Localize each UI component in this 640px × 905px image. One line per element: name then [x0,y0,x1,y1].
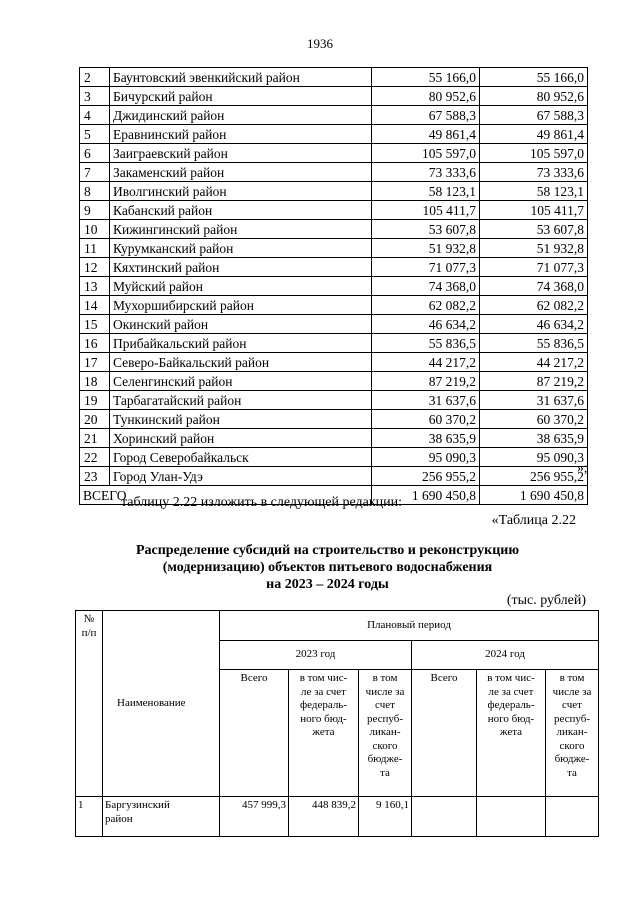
row-number: 22 [80,448,110,467]
row-name: Курумканский район [110,239,372,258]
row-number: 9 [80,201,110,220]
page-number: 1936 [307,36,333,51]
row-name: Прибайкальский район [110,334,372,353]
row-value-2: 49 861,4 [480,125,588,144]
row-value-1: 95 090,3 [372,448,480,467]
table-row [80,410,588,429]
row-value-1: 44 217,2 [372,353,480,372]
row-value-2: 95 090,3 [480,448,588,467]
heading-line-2: (модернизацию) объектов питьевого водоснабжения [162,560,493,575]
row-name: Джидинский район [110,106,372,125]
row-value-2: 46 634,2 [480,315,588,334]
table-heading [60,542,595,593]
row-name: Северо-Байкальский район [110,353,372,372]
row-name: Город Улан-Удэ [110,467,372,486]
row-value-1: 51 932,8 [372,239,480,258]
cell-total-2024 [412,797,477,837]
row-name: Хоринский район [110,429,372,448]
table-row [80,106,588,125]
table-row [80,144,588,163]
row-number: 11 [80,239,110,258]
row-name: Селенгинский район [110,372,372,391]
cell-total-2023: 457 999,3 [220,797,289,837]
row-name: Город Северобайкальск [110,448,372,467]
table-row [80,334,588,353]
row-name: Баунтовский эвенкийский район [110,68,372,87]
header-total-2023: Всего [220,670,289,797]
table-row [80,182,588,201]
table-row [80,163,588,182]
row-value-2: 51 932,8 [480,239,588,258]
header-federal-2024: в том чис- ле за счет федераль- ного бюд- жета [477,670,546,797]
row-value-2: 67 588,3 [480,106,588,125]
row-number: 21 [80,429,110,448]
cell-republic-2023: 9 160,1 [359,797,412,837]
row-value-2: 80 952,6 [480,87,588,106]
heading-line-1: Распределение субсидий на строительство и реконструкцию [135,543,520,558]
header-year-2024: 2024 год [412,641,599,670]
row-value-2: 31 637,6 [480,391,588,410]
row-value-1: 58 123,1 [372,182,480,201]
row-number: 13 [80,277,110,296]
row-value-1: 60 370,2 [372,410,480,429]
table-row [80,201,588,220]
row-name: Тункинский район [110,410,372,429]
row-value-1: 31 637,6 [372,391,480,410]
row-value-1: 67 588,3 [372,106,480,125]
row-value-1: 38 635,9 [372,429,480,448]
table-row [80,239,588,258]
subsidy-distribution-table [75,610,599,837]
row-value-1: 55 836,5 [372,334,480,353]
table-row [80,258,588,277]
row-value-1: 256 955,2 [372,467,480,486]
row-number: 16 [80,334,110,353]
row-value-1: 46 634,2 [372,315,480,334]
heading-line-3: на 2023 – 2024 годы [266,577,389,592]
row-name: Иволгинский район [110,182,372,201]
row-number: 18 [80,372,110,391]
units-label: (тыс. рублей) [506,593,586,608]
row-value-2: 58 123,1 [480,182,588,201]
table-row [80,467,588,486]
row-number: 15 [80,315,110,334]
row-value-2: 53 607,8 [480,220,588,239]
row-name: Кабанский район [110,201,372,220]
row-name: Баргузинский район [103,797,220,837]
row-value-1: 87 219,2 [372,372,480,391]
header-year-2023: 2023 год [220,641,412,670]
row-value-2: 73 333,6 [480,163,588,182]
row-value-2: 55 166,0 [480,68,588,87]
row-name: Тарбагатайский район [110,391,372,410]
row-value-1: 49 861,4 [372,125,480,144]
row-value-2: 105 411,7 [480,201,588,220]
row-value-1: 74 368,0 [372,277,480,296]
row-number: 1 [76,797,103,837]
row-name: Кяхтинский район [110,258,372,277]
row-number: 5 [80,125,110,144]
row-value-1: 80 952,6 [372,87,480,106]
table-row [80,448,588,467]
row-number: 19 [80,391,110,410]
row-value-2: 38 635,9 [480,429,588,448]
row-name: Мухоршибирский район [110,296,372,315]
row-value-2: 55 836,5 [480,334,588,353]
row-value-2: 71 077,3 [480,258,588,277]
table-row [80,429,588,448]
cell-federal-2024 [477,797,546,837]
total-label: ВСЕГО [80,486,372,505]
amendment-paragraph: таблицу 2.22 изложить в следующей редакции: [121,495,403,510]
header-federal-2023: в том чис- ле за счет федераль- ного бюд- жета [289,670,359,797]
row-number: 4 [80,106,110,125]
row-value-2: 105 597,0 [480,144,588,163]
row-value-1: 53 607,8 [372,220,480,239]
table-row [80,87,588,106]
header-planned-period: Плановый период [220,611,599,641]
row-number: 20 [80,410,110,429]
row-name: Муйский район [110,277,372,296]
total-value-2: 1 690 450,8 [480,486,588,505]
row-value-1: 105 597,0 [372,144,480,163]
row-value-2: 44 217,2 [480,353,588,372]
row-name: Бичурский район [110,87,372,106]
row-number: 2 [80,68,110,87]
header-republic-2023: в том числе за счет респуб- ликан- ского бюдже- та [359,670,412,797]
cell-republic-2024 [546,797,599,837]
table-row [80,353,588,372]
table-row [80,315,588,334]
row-name: Еравнинский район [110,125,372,144]
row-number: 3 [80,87,110,106]
header-total-2024: Всего [412,670,477,797]
total-value-1: 1 690 450,8 [372,486,480,505]
table-row [80,296,588,315]
row-value-1: 105 411,7 [372,201,480,220]
row-name: Кижингинский район [110,220,372,239]
row-number: 7 [80,163,110,182]
subsidy-table-continued [79,67,588,505]
row-name: Закаменский район [110,163,372,182]
row-value-2: 256 955,2 [480,467,588,486]
table-row [80,68,588,87]
row-value-1: 62 082,2 [372,296,480,315]
row-number: 10 [80,220,110,239]
row-value-1: 73 333,6 [372,163,480,182]
row-number: 12 [80,258,110,277]
table-row [80,391,588,410]
row-name: Заиграевский район [110,144,372,163]
row-name: Окинский район [110,315,372,334]
row-number: 23 [80,467,110,486]
row-value-1: 55 166,0 [372,68,480,87]
row-number: 8 [80,182,110,201]
row-value-2: 60 370,2 [480,410,588,429]
row-value-2: 62 082,2 [480,296,588,315]
row-number: 17 [80,353,110,372]
row-value-2: 74 368,0 [480,277,588,296]
table-row [80,220,588,239]
row-value-1: 71 077,3 [372,258,480,277]
header-name: Наименование [103,611,220,797]
header-republic-2024: в том числе за счет респуб- ликан- ского бюдже- та [546,670,599,797]
table-row [80,372,588,391]
row-value-2: 87 219,2 [480,372,588,391]
table-row [76,797,599,837]
table-row [80,277,588,296]
cell-federal-2023: 448 839,2 [289,797,359,837]
table-end-mark: »; [577,460,588,475]
table-caption: «Таблица 2.22 [491,513,576,528]
header-number: № п/п [76,611,103,797]
table-row [80,125,588,144]
row-number: 6 [80,144,110,163]
row-number: 14 [80,296,110,315]
